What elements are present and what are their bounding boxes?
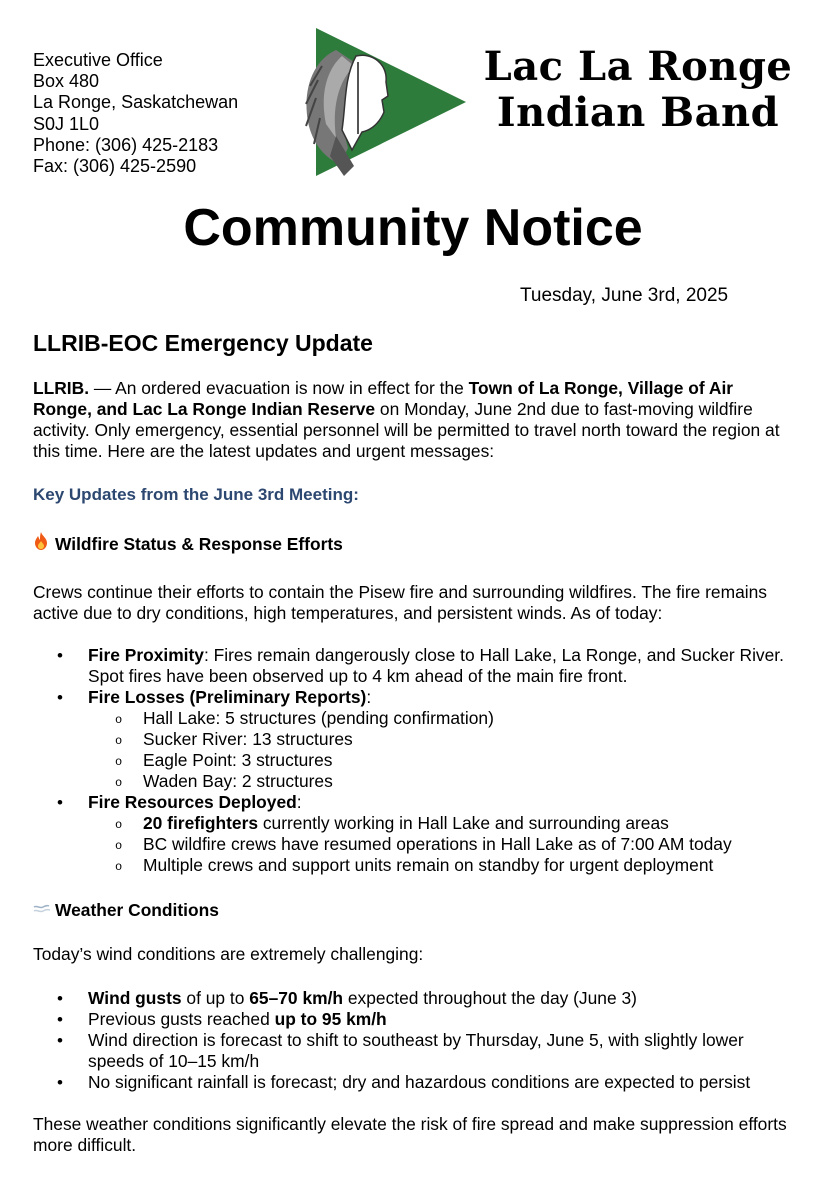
firefighters-count: 20 firefighters <box>143 813 259 833</box>
intro-paragraph <box>33 378 793 462</box>
band-logo <box>296 26 468 178</box>
weather-text: Previous gusts reached <box>88 1009 275 1029</box>
resources-label: Fire Resources Deployed <box>88 792 297 812</box>
address-block <box>33 50 238 177</box>
notice-date: Tuesday, June 3rd, 2025 <box>520 285 729 306</box>
phone-line: Phone: (306) 425-2183 <box>33 134 219 155</box>
intro-text: on Monday, June 2nd due to fast-moving wildfire activity. Only emergency, essential personnel will be permitted to travel north toward the region at this time. Here are the latest updates and urgent messages: <box>33 399 780 461</box>
band-name <box>470 44 806 136</box>
key-updates-heading: Key Updates from the June 3rd Meeting: <box>33 485 359 504</box>
resource-item: o Multiple crews and support units remain on standby for urgent deployment <box>88 855 795 876</box>
wildfire-section-heading <box>33 532 343 555</box>
resource-text: currently working in Hall Lake and surrounding areas <box>258 813 669 833</box>
list-item: • No significant rainfall is forecast; dry and hazardous conditions are expected to persist <box>55 1072 795 1093</box>
losses-label: Fire Losses (Preliminary Reports) <box>88 687 367 707</box>
weather-list <box>55 988 795 1093</box>
loss-item: o Sucker River: 13 structures <box>88 729 795 750</box>
intro-lead: LLRIB. <box>33 378 90 398</box>
band-name-line2: Indian Band <box>496 89 780 136</box>
wildfire-list <box>55 645 795 876</box>
list-item <box>55 1009 795 1030</box>
intro-locations: Town of La Ronge, Village of Air Ronge, and Lac La Ronge Indian Reserve <box>33 378 734 419</box>
proximity-label: Fire Proximity <box>88 645 204 665</box>
weather-closing: These weather conditions significantly elevate the risk of fire spread and make suppression efforts more difficult. <box>33 1114 787 1155</box>
address-line: La Ronge, Saskatchewan <box>33 92 239 113</box>
weather-section-heading <box>33 899 219 921</box>
list-item <box>55 645 795 687</box>
list-item: • Fire Losses (Preliminary Reports): o Hall Lake: 5 structures (pending confirmation) o Sucker River: 13 structures o Eagle Point: 3 structures o Waden Bay: 2 structures <box>55 687 795 792</box>
proximity-text: : Fires remain dangerously close to Hall Lake, La Ronge, and Sucker River. Spot fires have been observed up to 4 km ahead of the main fire front. <box>88 645 784 686</box>
gusts-label: Wind gusts <box>88 988 182 1008</box>
losses-list <box>88 708 795 792</box>
loss-item: o Eagle Point: 3 structures <box>88 750 795 771</box>
weather-intro: Today’s wind conditions are extremely challenging: <box>33 944 424 964</box>
wildfire-heading-text: Wildfire Status & Response Efforts <box>55 534 343 554</box>
intro-text: — An ordered evacuation is now in effect for the <box>89 378 469 398</box>
gust-speed: 65–70 km/h <box>249 988 344 1008</box>
fire-icon <box>33 532 55 555</box>
band-name-line1: Lac La Ronge <box>483 43 793 90</box>
loss-item: o Hall Lake: 5 structures (pending confirmation) <box>88 708 795 729</box>
loss-item: o Waden Bay: 2 structures <box>88 771 795 792</box>
resource-item <box>88 813 795 834</box>
weather-text: expected throughout the day (June 3) <box>343 988 637 1008</box>
address-line: S0J 1L0 <box>33 113 100 134</box>
wildfire-intro: Crews continue their efforts to contain the Pisew fire and surrounding wildfires. The fire remains active due to dry conditions, high temperatures, and persistent winds. As of today: <box>33 582 767 623</box>
address-line: Box 480 <box>33 71 100 92</box>
fax-line: Fax: (306) 425-2590 <box>33 156 197 177</box>
list-item: • Wind direction is forecast to shift to southeast by Thursday, June 5, with slightly lower speeds of 10–15 km/h <box>55 1030 795 1072</box>
list-item: • Fire Resources Deployed: o 20 firefighters currently working in Hall Lake and surrounding areas o BC wildfire crews have resumed operations in Hall Lake as of 7:00 AM today o Multiple crews and support units remain on standby for urgent deployment <box>55 792 795 876</box>
resource-item: o BC wildfire crews have resumed operations in Hall Lake as of 7:00 AM today <box>88 834 795 855</box>
address-line: Executive Office <box>33 50 163 70</box>
previous-gust-speed: up to 95 km/h <box>274 1009 387 1029</box>
list-item <box>55 988 795 1009</box>
notice-title: Community Notice <box>183 199 643 257</box>
update-heading: LLRIB-EOC Emergency Update <box>33 330 373 356</box>
weather-text: of up to <box>181 988 250 1008</box>
weather-heading-text: Weather Conditions <box>55 900 219 920</box>
resources-list <box>88 813 795 876</box>
wind-icon <box>33 899 55 921</box>
